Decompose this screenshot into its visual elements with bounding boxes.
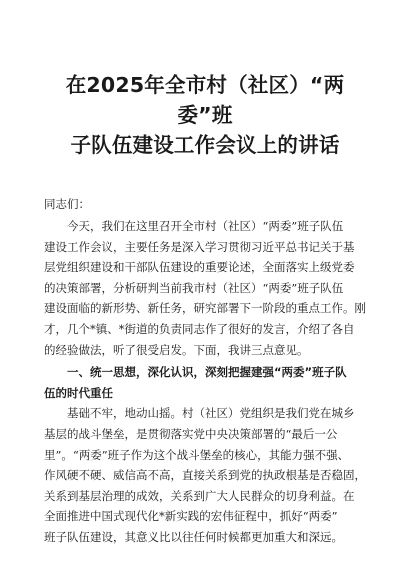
paragraph-line: 基础不牢，地动山摇。村（社区）党组织是我们党在城乡 [67, 406, 355, 421]
title-line: 在2025年全市村（社区）“两委”班 [65, 73, 345, 127]
paragraph-line: 的决策部署，分析研判当前我市村（社区）“两委”班子队伍 [44, 280, 344, 295]
heading-line: 伍的时代重任 [44, 385, 113, 400]
section-heading [44, 362, 366, 403]
paragraph-line: 建设工作会议，主要任务是深入学习贯彻习近平总书记关于基 [44, 239, 355, 254]
title-line: 子队伍建设工作会议上的讲话 [70, 133, 340, 157]
salutation: 同志们： [44, 197, 90, 211]
paragraph-line: 才，几个*镇、*街道的负责同志作了很好的发言，介绍了各自 [44, 321, 355, 336]
document-title [44, 70, 366, 160]
paragraph-line: 今天，我们在这里召开全市村（社区）“两委”班子队伍 [67, 219, 344, 233]
paragraph-line: 作风硬不硬、威信高不高，直接关系到党的执政根基是否稳固， [44, 468, 366, 483]
paragraph-line: 建设面临的新形势、新任务，研究部署下一阶段的重点工作。刚 [44, 301, 366, 316]
paragraph-line: 班子队伍建设，其意义比以往任何时候都更加重大和深远。 [44, 529, 343, 544]
heading-line: 一、统一思想，深化认识，深刻把握建强“两委”班子队 [67, 365, 347, 380]
intro-paragraph [44, 216, 366, 360]
paragraph-line: 关系到基层治理的成效，关系到广大人民群众的切身利益。在 [44, 488, 355, 503]
section-paragraph [44, 403, 366, 547]
paragraph-line: 的经验做法，听了很受启发。下面，我讲三点意见。 [44, 342, 309, 357]
paragraph-line: 层党组织建设和干部队伍建设的重要论述，全面落实上级党委 [44, 260, 355, 275]
paragraph-line: 基层的战斗堡垒，是贯彻落实党中央决策部署的“最后一公 [44, 426, 338, 441]
paragraph-line: 全面推进中国式现代化*新实践的宏伟征程中，抓好“两委” [44, 509, 338, 524]
paragraph-line: 里”。“两委”班子作为这个战斗堡垒的核心，其能力强不强、 [44, 447, 350, 462]
